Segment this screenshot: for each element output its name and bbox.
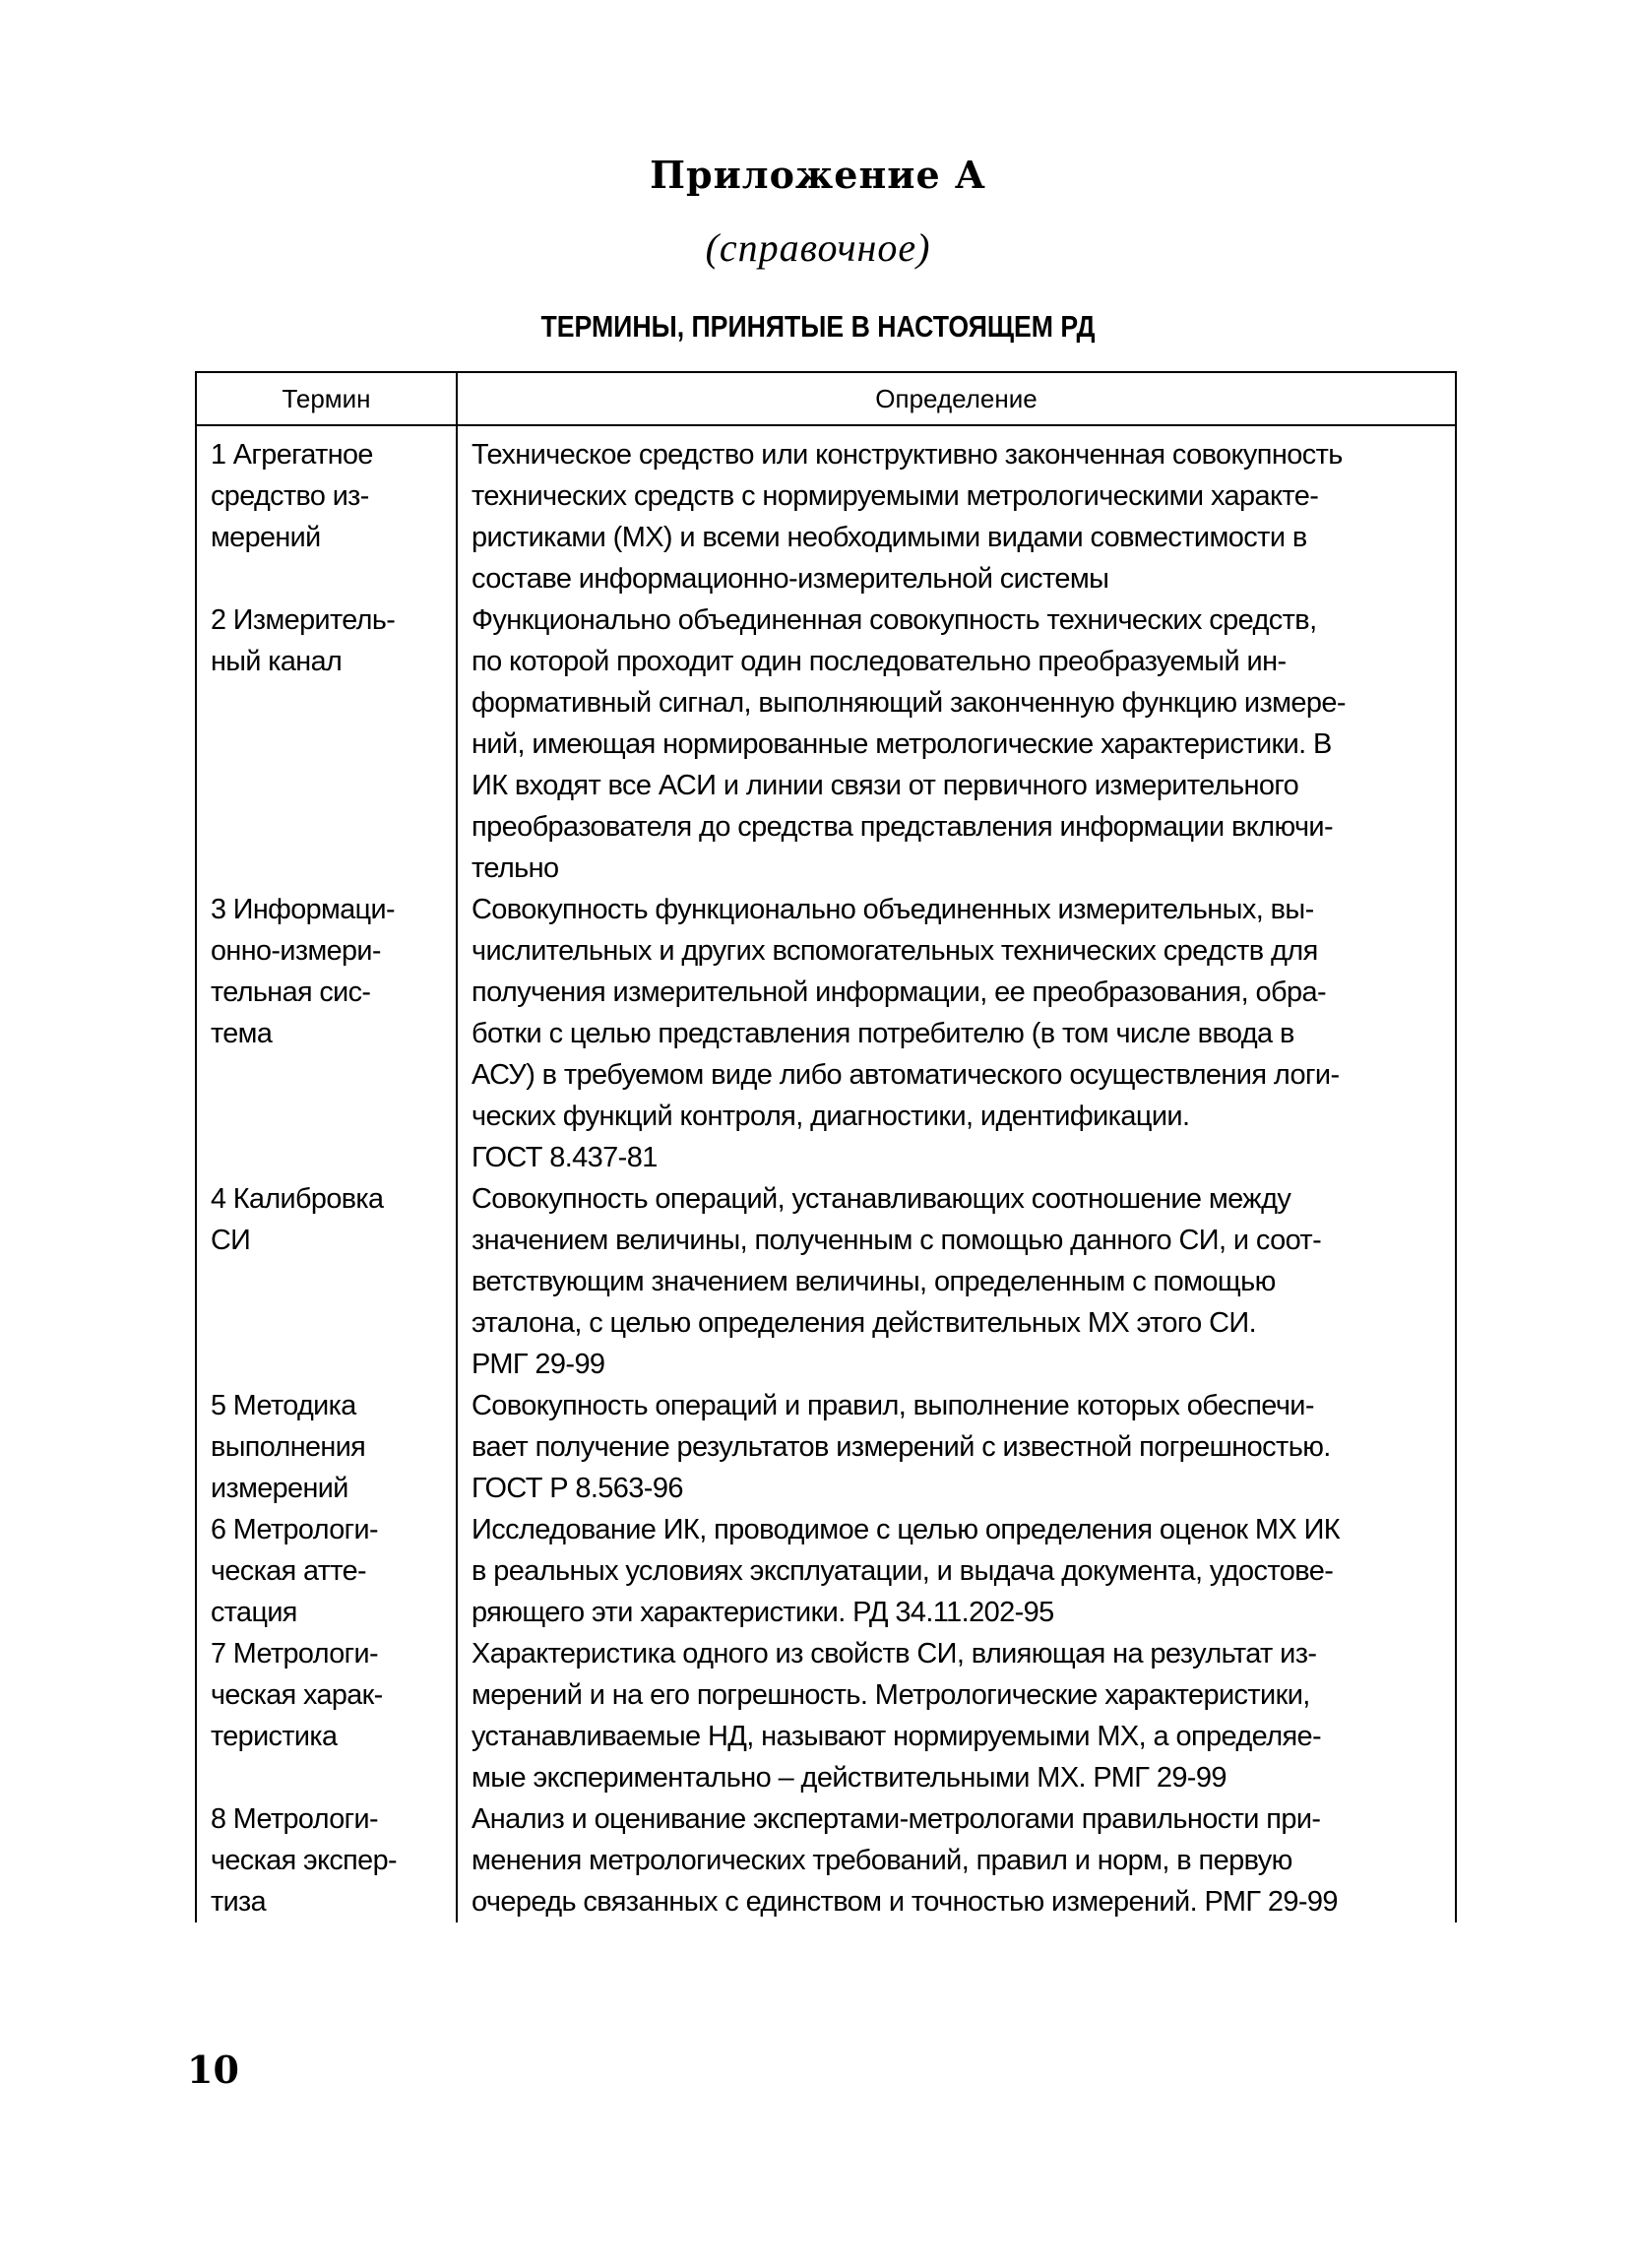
definition-text-line: Совокупность операций, устанавливающих соотношение между	[472, 1183, 1291, 1215]
definition-cell	[457, 599, 1456, 889]
definition-cell	[457, 1798, 1456, 1922]
term-cell	[196, 425, 457, 599]
table-header-row	[196, 372, 1456, 425]
definition-text-line: числительных и других вспомогательных технических средств для	[472, 935, 1318, 967]
definition-text-line: в реальных условиях эксплуатации, и выдача документа, удостове-	[472, 1555, 1334, 1587]
definition-text-line: значением величины, полученным с помощью данного СИ, и соот-	[472, 1225, 1322, 1256]
table-row	[196, 1385, 1456, 1509]
definition-text-line: эталона, с целью определения действительных МХ этого СИ.	[472, 1307, 1257, 1339]
term-text-line: 6 Метрологи-	[211, 1514, 378, 1545]
definition-cell	[457, 1178, 1456, 1385]
definition-text-line: мые экспериментально – действительными МХ. РМГ 29-99	[472, 1762, 1227, 1794]
term-cell	[196, 599, 457, 889]
table-row	[196, 1509, 1456, 1633]
term-cell	[196, 1633, 457, 1798]
table-row	[196, 1633, 1456, 1798]
column-header-definition: Определение	[457, 372, 1456, 425]
term-text-line: мерений	[211, 522, 321, 553]
term-text-line: СИ	[211, 1225, 251, 1256]
definition-cell	[457, 1633, 1456, 1798]
term-text-line: выполнения	[211, 1431, 366, 1463]
definition-text-line: Техническое средство или конструктивно законченная совокупность	[472, 439, 1343, 471]
term-text-line: измерений	[211, 1473, 348, 1504]
definition-text-line: ветствующим значением величины, определенным с помощью	[472, 1266, 1276, 1297]
term-text-line: ческая харак-	[211, 1679, 383, 1711]
definition-text-line: Функционально объединенная совокупность технических средств,	[472, 604, 1317, 636]
term-cell	[196, 1509, 457, 1633]
definition-cell	[457, 889, 1456, 1178]
term-text-line: средство из-	[211, 480, 369, 512]
definition-text-line: Анализ и оценивание экспертами-метрологами правильности при-	[472, 1803, 1321, 1835]
terms-table	[195, 371, 1457, 1922]
term-text-line: ческая экспер-	[211, 1845, 397, 1876]
term-cell	[196, 1385, 457, 1509]
definition-text-line: ческих функций контроля, диагностики, идентификации.	[472, 1101, 1190, 1132]
definition-text-line: ристиками (МХ) и всеми необходимыми видами совместимости в	[472, 522, 1307, 553]
term-text-line: ный канал	[211, 646, 343, 677]
table-row	[196, 1798, 1456, 1922]
term-text-line: 3 Информаци-	[211, 894, 395, 925]
term-text-line: теристика	[211, 1721, 338, 1752]
definition-text-line: ГОСТ 8.437-81	[472, 1142, 658, 1173]
definition-text-line: устанавливаемые НД, называют нормируемыми МХ, а определяе-	[472, 1721, 1322, 1752]
term-text-line: тема	[211, 1018, 273, 1049]
term-text-line: 7 Метрологи-	[211, 1638, 378, 1670]
term-text-line: 5 Методика	[211, 1390, 356, 1421]
definition-text-line: преобразователя до средства представления информации включи-	[472, 811, 1334, 843]
definition-text-line: вает получение результатов измерений с известной погрешностью.	[472, 1431, 1331, 1463]
term-text-line: 4 Калибровка	[211, 1183, 384, 1215]
term-text-line: 8 Метрологи-	[211, 1803, 378, 1835]
term-text-line: ческая атте-	[211, 1555, 367, 1587]
definition-cell	[457, 1385, 1456, 1509]
term-text-line: стация	[211, 1597, 297, 1628]
definition-text-line: менения метрологических требований, правил и норм, в первую	[472, 1845, 1292, 1876]
term-text-line: тельная сис-	[211, 976, 371, 1008]
section-title: ТЕРМИНЫ, ПРИНЯТЫЕ В НАСТОЯЩЕМ РД	[540, 309, 1096, 344]
table-row	[196, 889, 1456, 1178]
appendix-type: (справочное)	[705, 225, 931, 270]
definition-text-line: Характеристика одного из свойств СИ, влияющая на результат из-	[472, 1638, 1317, 1670]
definition-text-line: ряющего эти характеристики. РД 34.11.202-95	[472, 1597, 1054, 1628]
appendix-title: Приложение А	[650, 153, 986, 197]
term-cell	[196, 1798, 457, 1922]
table-row	[196, 1178, 1456, 1385]
term-cell	[196, 1178, 457, 1385]
definition-text-line: Совокупность функционально объединенных измерительных, вы-	[472, 894, 1314, 925]
table-row	[196, 425, 1456, 599]
term-cell	[196, 889, 457, 1178]
definition-cell	[457, 1509, 1456, 1633]
definition-text-line: по которой проходит один последовательно преобразуемый ин-	[472, 646, 1287, 677]
definition-text-line: ИК входят все АСИ и линии связи от первичного измерительного	[472, 770, 1299, 801]
term-text-line: тиза	[211, 1886, 267, 1918]
table-row	[196, 599, 1456, 889]
definition-text-line: ний, имеющая нормированные метрологические характеристики. В	[472, 728, 1332, 760]
definition-text-line: формативный сигнал, выполняющий законченную функцию измере-	[472, 687, 1346, 719]
definition-text-line: ГОСТ Р 8.563-96	[472, 1473, 683, 1504]
definition-text-line: тельно	[472, 852, 559, 884]
definition-text-line: ботки с целью представления потребителю (в том числе ввода в	[472, 1018, 1294, 1049]
definition-cell	[457, 425, 1456, 599]
definition-text-line: составе информационно-измерительной системы	[472, 563, 1109, 595]
definition-text-line: Совокупность операций и правил, выполнение которых обеспечи-	[472, 1390, 1314, 1421]
definition-text-line: мерений и на его погрешность. Метрологические характеристики,	[472, 1679, 1310, 1711]
definition-text-line: РМГ 29-99	[472, 1349, 605, 1380]
definition-text-line: АСУ) в требуемом виде либо автоматического осуществления логи-	[472, 1059, 1340, 1091]
term-text-line: онно-измери-	[211, 935, 381, 967]
definition-text-line: технических средств с нормируемыми метрологическими характе-	[472, 480, 1319, 512]
term-text-line: 2 Измеритель-	[211, 604, 396, 636]
definition-text-line: получения измерительной информации, ее преобразования, обра-	[472, 976, 1326, 1008]
column-header-term: Термин	[196, 372, 457, 425]
definition-text-line: Исследование ИК, проводимое с целью определения оценок МХ ИК	[472, 1514, 1341, 1545]
term-text-line: 1 Агрегатное	[211, 439, 373, 471]
definition-text-line: очередь связанных с единством и точностью измерений. РМГ 29-99	[472, 1886, 1338, 1918]
page-number: 10	[187, 2048, 239, 2092]
